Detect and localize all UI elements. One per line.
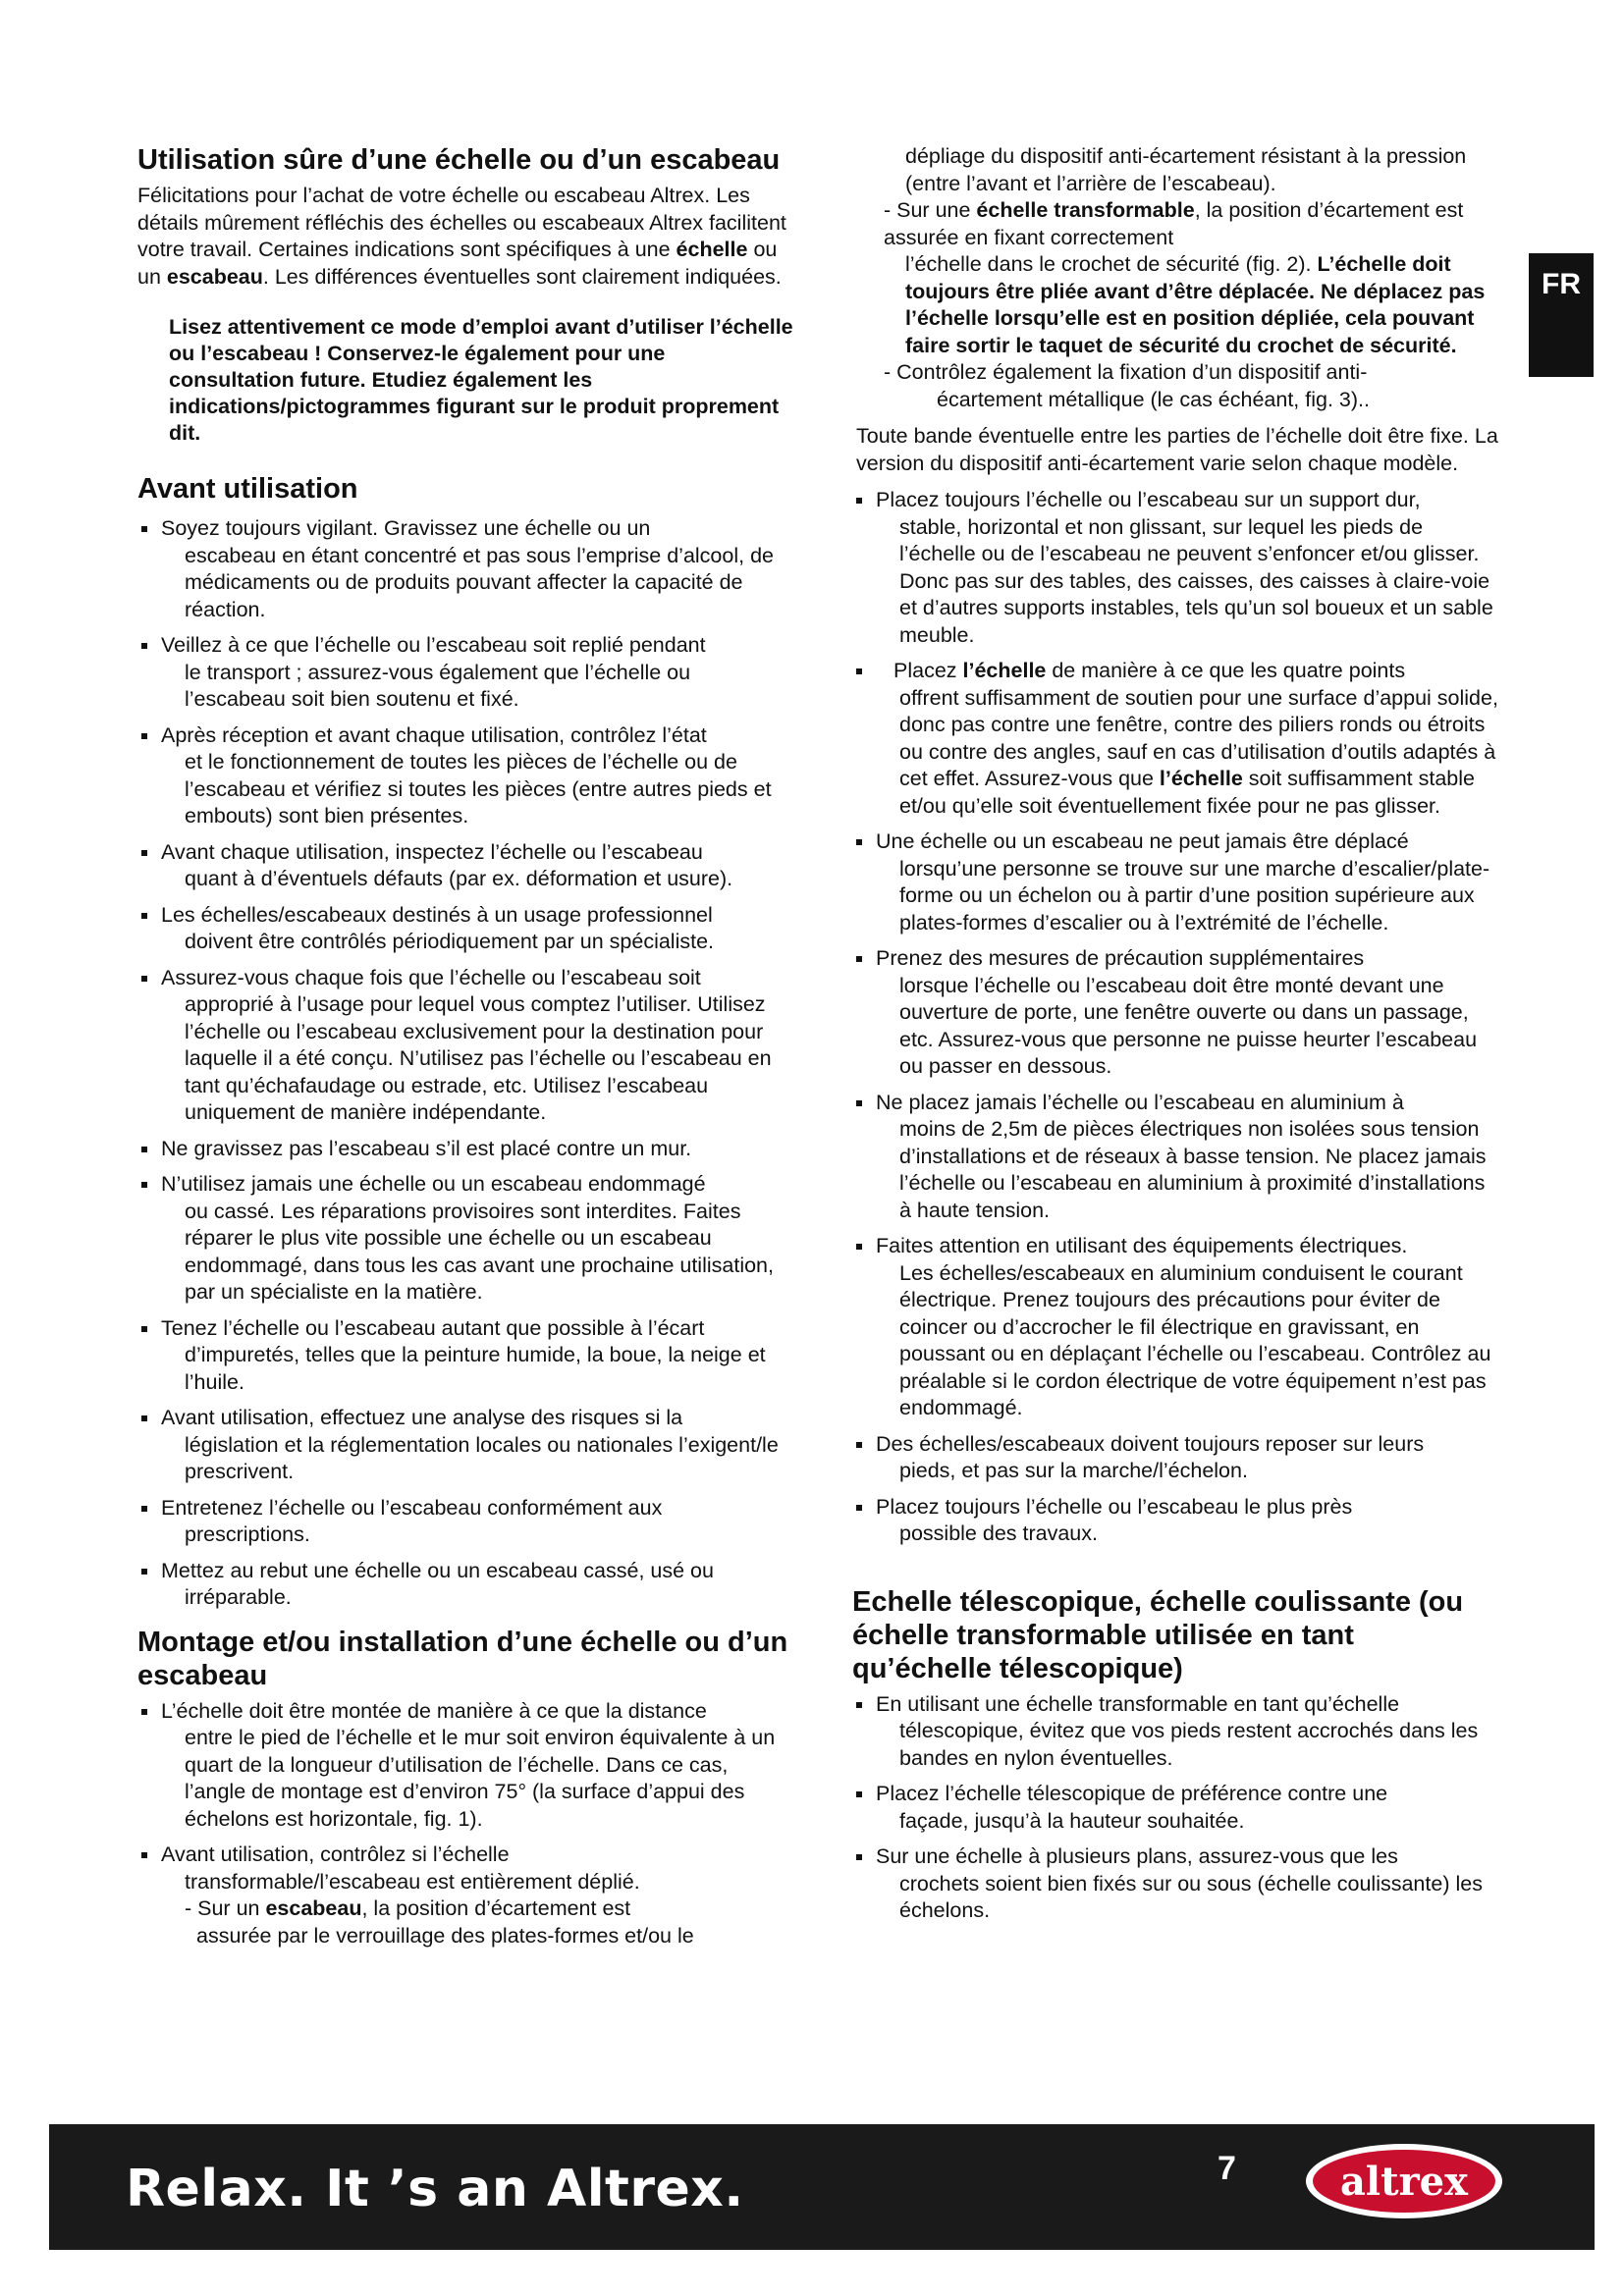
- list-item: [137, 722, 793, 830]
- list-item-first-line: Les échelles/escabeaux destinés à un usage professionnel: [161, 902, 713, 927]
- list-item-first-line: Assurez-vous chaque fois que l’échelle ou l’escabeau soit: [161, 965, 701, 989]
- list-item-rest: d’impuretés, telles que la peinture humide, la boue, la neige et l’huile.: [185, 1343, 766, 1394]
- list-item-first-line: Ne placez jamais l’échelle ou l’escabeau en aluminium à: [876, 1090, 1404, 1114]
- sub-item-bold: escabeau: [265, 1896, 362, 1920]
- logo-text: altrex: [1340, 2159, 1468, 2205]
- intro-text-3: . Les différences éventuelles sont clairement indiquées.: [262, 264, 782, 289]
- left-column: [137, 143, 793, 1958]
- list-item-rest: transformable/l’escabeau est entièrement déplié.: [185, 1869, 640, 1894]
- section-title-mounting: Montage et/ou installation d’une échelle ou d’un escabeau: [137, 1626, 788, 1691]
- list-item-rest: législation et la réglementation locales ou nationales l’exigent/le prescrivent.: [185, 1432, 779, 1483]
- continued-text-5: écartement métallique (le cas échéant, fig. 3)..: [937, 387, 1370, 411]
- bold-fold-warning: L’échelle doit toujours être pliée avant d’être déplacée. Ne déplacez pas l’échelle lorsqu’elle est en position dépliée, cela pouvant faire sortir le taquet de sécurité du crochet de sécurité.: [905, 252, 1486, 357]
- list-item: [852, 1431, 1500, 1485]
- list-item-rest: approprié à l’usage pour lequel vous comptez l’utiliser. Utilisez l’échelle ou l’escabeau exclusivement pour la destination pour laquelle il a été conçu. N’utilisez pas l’échelle ou l’escabeau en tant qu’échafaudage ou estrade, etc. Utilisez l’escabeau uniquement de manière indépendante.: [185, 992, 772, 1124]
- list-item-first-line: Des échelles/escabeaux doivent toujours reposer sur leurs: [876, 1431, 1425, 1456]
- list-item: [137, 1136, 793, 1163]
- list-item-rest: possible des travaux.: [899, 1522, 1098, 1545]
- list-item-rest: [876, 685, 1500, 821]
- list-item: [852, 1233, 1500, 1422]
- continued-text-6: Toute bande éventuelle entre les parties de l’échelle doit être fixe. La version du dispositif anti-écartement varie selon chaque modèle.: [856, 424, 1498, 475]
- list-item-first-line: En utilisant une échelle transformable en tant qu’échelle: [876, 1691, 1400, 1716]
- telescopic-list: [852, 1691, 1500, 1925]
- list-item-rest: et le fonctionnement de toutes les pièces de l’échelle ou de l’escabeau et vérifiez si toutes les pièces (entre autres pieds et embouts) sont bien présentes.: [185, 750, 772, 828]
- list-item-first-line: Placez toujours l’échelle ou l’escabeau sur un support dur,: [876, 488, 1421, 511]
- list-item: [137, 1171, 793, 1307]
- list-item-rest: doivent être contrôlés périodiquement par un spécialiste.: [185, 930, 715, 953]
- list-item-first-line: Faites attention en utilisant des équipements électriques.: [876, 1234, 1408, 1257]
- item-bold: l’échelle: [1159, 767, 1243, 790]
- dash-text: - Sur une: [884, 198, 977, 222]
- list-item: [137, 839, 793, 893]
- list-item-first-line: Mettez au rebut une échelle ou un escabeau cassé, usé ou: [161, 1558, 714, 1582]
- list-item: [137, 1558, 793, 1612]
- list-item-first-line: Ne gravissez pas l’escabeau s’il est placé contre un mur.: [161, 1136, 692, 1160]
- intro-text-2: ou un: [137, 238, 778, 289]
- item-text: de manière à ce que les quatre points: [1046, 659, 1406, 682]
- list-item-rest: irréparable.: [185, 1585, 292, 1609]
- list-item-first-line: Sur une échelle à plusieurs plans, assurez-vous que les: [876, 1844, 1398, 1868]
- list-item-rest: lorsque l’échelle ou l’escabeau doit être monté devant une ouverture de porte, une fenêtre ouverte ou dans un passage, etc. Assurez-vous que personne ne puisse heurter l’escabeau ou passer en dessous.: [899, 973, 1478, 1078]
- list-item-first-line: Avant utilisation, effectuez une analyse des risques si la: [161, 1406, 683, 1429]
- item-text: offrent suffisamment de soutien pour une surface d’appui solide, donc pas contre une fenêtre, contre des piliers ronds ou étroits ou contre des angles, sauf en cas d’utilisation d’outils adaptés à cet effet. Assurez-vous que: [899, 685, 1498, 790]
- continued-safety-hook: [852, 251, 1500, 359]
- bold-transformable-ladder: échelle transformable: [976, 198, 1195, 222]
- list-item: [137, 515, 793, 623]
- list-item: [852, 487, 1500, 649]
- list-item-rest: pieds, et pas sur la marche/l’échelon.: [899, 1459, 1248, 1482]
- list-item-rest: lorsqu’une personne se trouve sur une marche d’escalier/plate-forme ou un échelon ou à partir d’une position supérieure aux plates-formes d’escalier ou à l’extrémité de l’échelle.: [899, 856, 1490, 934]
- sub-item-line2: assurée par le verrouillage des plates-formes et/ou le: [196, 1923, 694, 1948]
- list-item: [852, 828, 1500, 936]
- item-text: Placez: [893, 659, 963, 682]
- list-item: [137, 1315, 793, 1397]
- list-item: [852, 1781, 1500, 1835]
- list-item-first-line: Avant chaque utilisation, inspectez l’échelle ou l’escabeau: [161, 839, 703, 864]
- precautions-list: [852, 828, 1500, 1548]
- list-item: [852, 1090, 1500, 1225]
- list-item: [137, 902, 793, 956]
- right-column: [852, 143, 1500, 1934]
- list-item-first-line: Prenez des mesures de précaution supplémentaires: [876, 946, 1365, 970]
- list-item-rest: crochets soient bien fixés sur ou sous (échelle coulissante) les échelons.: [899, 1871, 1483, 1922]
- list-item-rest: façade, jusqu’à la hauteur souhaitée.: [899, 1808, 1245, 1833]
- list-item-rest: escabeau en étant concentré et pas sous l’emprise d’alcool, de médicaments ou de produits pouvant affecter la capacité de réaction.: [185, 543, 774, 621]
- list-item-first-line: Une échelle ou un escabeau ne peut jamais être déplacé: [876, 829, 1409, 853]
- list-item-first-line: Tenez l’échelle ou l’escabeau autant que possible à l’écart: [161, 1315, 705, 1340]
- list-item: [137, 632, 793, 714]
- continued-text-1: dépliage du dispositif anti-écartement résistant à la pression (entre l’avant et l’arrière de l’escabeau).: [905, 144, 1467, 195]
- sub-item-text: , la position d’écartement est: [361, 1896, 631, 1920]
- list-item-rest: moins de 2,5m de pièces électriques non isolées sous tension d’installations et de réseaux à basse tension. Ne placez jamais l’échelle ou l’escabeau en aluminium à proximité d’installations à haute tension.: [899, 1117, 1487, 1222]
- sub-item-stepladder: [161, 1896, 793, 1949]
- item-bold: l’échelle: [962, 659, 1047, 682]
- continued-text-4: - Contrôlez également la fixation d’un dispositif anti-: [884, 360, 1368, 384]
- section-title-telescopic: Echelle télescopique, échelle coulissante (ou échelle transformable utilisée en tant qu’échelle télescopique): [852, 1585, 1464, 1684]
- list-item-first-line: Soyez toujours vigilant. Gravissez une échelle ou un: [161, 516, 651, 540]
- continued-text-2: , la position d’écartement est assurée en fixant correctement: [884, 198, 1464, 249]
- mounting-list: [137, 1698, 793, 1950]
- list-item: [137, 1842, 793, 1949]
- intro-bold-stepladder: escabeau: [166, 264, 263, 289]
- list-item: [852, 658, 1500, 820]
- list-item-first-line: Après réception et avant chaque utilisation, contrôlez l’état: [161, 722, 707, 747]
- language-tab: FR: [1529, 253, 1594, 377]
- list-item-rest: le transport ; assurez-vous également que l’échelle ou l’escabeau soit bien soutenu et fixé.: [185, 660, 691, 711]
- list-item-rest: entre le pied de l’échelle et le mur soit environ équivalente à un quart de la longueur d’utilisation de l’échelle. Dans ce cas, l’angle de montage est d’environ 75° (la surface d’appui des échelons est horizontale, fig. 1).: [185, 1726, 776, 1831]
- list-item-first-line: Veillez à ce que l’échelle ou l’escabeau soit replié pendant: [161, 633, 706, 657]
- list-item: [137, 1405, 793, 1486]
- before-use-list: [137, 515, 793, 1612]
- list-item-rest: Les échelles/escabeaux en aluminium conduisent le courant électrique. Prenez toujours des précautions pour éviter de coincer ou d’accrocher le fil électrique en gravissant, en poussant ou en déplaçant l’échelle ou l’escabeau. Contrôlez au préalable si le cordon électrique de votre équipement n’est pas endommagé.: [899, 1260, 1491, 1419]
- intro-bold-ladder: échelle: [676, 238, 748, 261]
- read-manual-warning: Lisez attentivement ce mode d’emploi avant d’utiliser l’échelle ou l’escabeau ! Conservez-le également pour une consultation future. Etudiez également les indications/pictogrammes figurant sur le produit proprement dit.: [169, 315, 793, 445]
- list-item: [852, 1843, 1500, 1925]
- list-item-rest: télescopique, évitez que vos pieds restent accrochés dans les bandes en nylon éventuelles.: [899, 1719, 1479, 1770]
- page-number: 7: [1218, 2150, 1236, 2187]
- list-item-first-line: [876, 658, 1500, 685]
- list-item-first-line: Placez l’échelle télescopique de préférence contre une: [876, 1782, 1388, 1805]
- list-item: [137, 1495, 793, 1549]
- list-item: [137, 1698, 793, 1834]
- altrex-logo: [1301, 2140, 1507, 2222]
- footer-slogan: Relax. It ’s an Altrex.: [126, 2160, 744, 2218]
- list-item-first-line: Avant utilisation, contrôlez si l’échelle: [161, 1842, 510, 1866]
- list-item-rest: prescriptions.: [185, 1522, 310, 1546]
- list-item: [852, 1691, 1500, 1773]
- placement-list: [852, 487, 1500, 649]
- continued-transformable: [852, 197, 1500, 251]
- placement-list-bold: [852, 658, 1500, 820]
- list-item-rest: stable, horizontal et non glissant, sur lequel les pieds de l’échelle ou de l’escabeau ne peuvent s’enfoncer et/ou glisser. Donc pas sur des tables, des caisses, des caisses à claire-voie et d’autres supports instables, tels qu’un sol boueux et un sable meuble.: [899, 514, 1493, 647]
- list-item: [852, 1494, 1500, 1548]
- continued-text-3: l’échelle dans le crochet de sécurité (fig. 2).: [905, 252, 1318, 276]
- intro-text-1: Félicitations pour l’achat de votre échelle ou escabeau Altrex. Les détails mûrement réfléchis des échelles ou escabeaux Altrex facilitent votre travail. Certaines indications sont spécifiques à une: [137, 184, 786, 261]
- intro-paragraph: [137, 183, 793, 291]
- list-item: [137, 965, 793, 1127]
- list-item-first-line: Placez toujours l’échelle ou l’escabeau le plus près: [876, 1494, 1353, 1519]
- list-item-first-line: Entretenez l’échelle ou l’escabeau conformément aux: [161, 1495, 663, 1520]
- sub-item-dash: - Sur un: [185, 1896, 266, 1920]
- list-item-first-line: N’utilisez jamais une échelle ou un escabeau endommagé: [161, 1172, 706, 1196]
- list-item-first-line: L’échelle doit être montée de manière à ce que la distance: [161, 1698, 707, 1723]
- list-item: [852, 945, 1500, 1081]
- list-item-rest: quant à d’éventuels défauts (par ex. déformation et usure).: [185, 867, 733, 890]
- section-title-before-use: Avant utilisation: [137, 473, 358, 505]
- item-text: soit suffisamment stable et/ou qu’elle soit éventuellement fixée pour ne pas glisser.: [899, 767, 1475, 818]
- section-title-safe-use: Utilisation sûre d’une échelle ou d’un escabeau: [137, 144, 781, 176]
- list-item-rest: ou cassé. Les réparations provisoires sont interdites. Faites réparer le plus vite possible une échelle ou un escabeau endommagé, dans tous les cas avant une prochaine utilisation, par un spécialiste en la matière.: [185, 1199, 774, 1304]
